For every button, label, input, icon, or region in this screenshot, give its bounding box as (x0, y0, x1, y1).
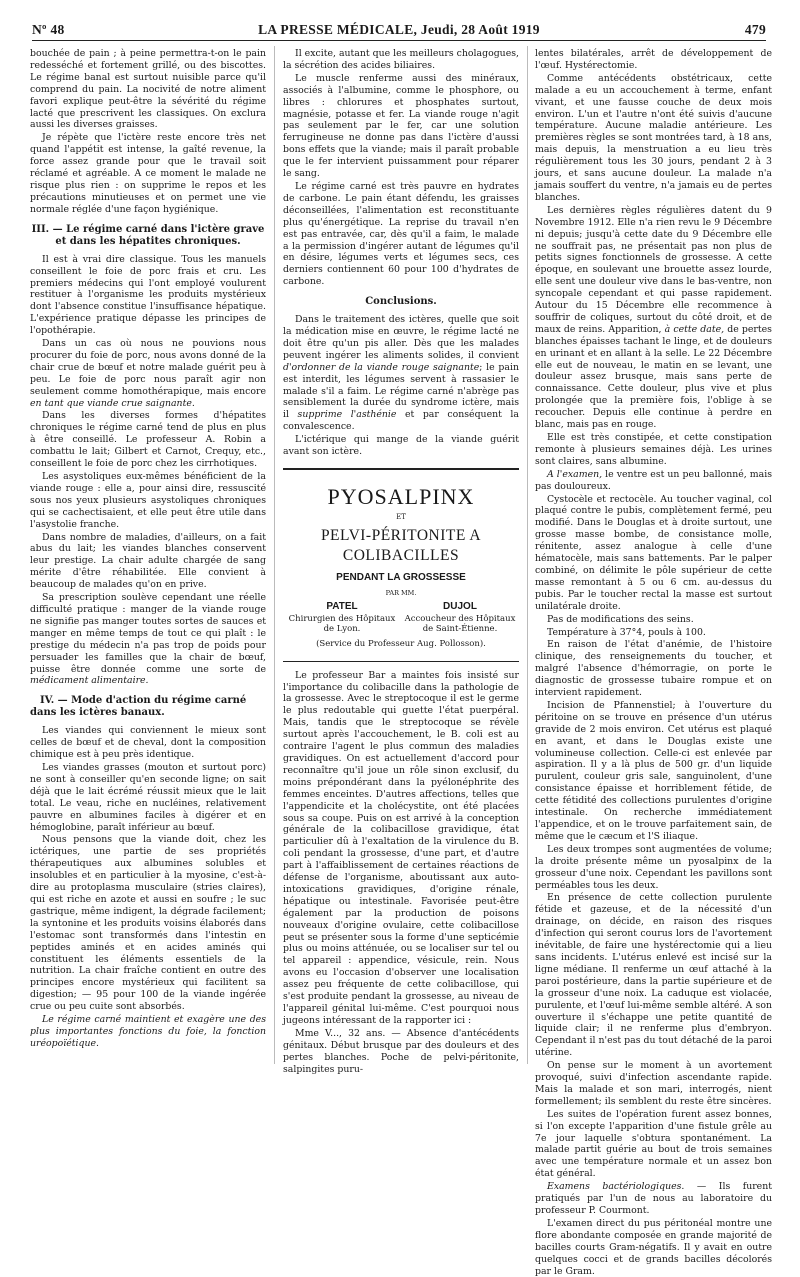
paragraph: Le muscle renferme aussi des minéraux, associés à l'albumine, comme le phosphore, ou libres : chlorures et phosphates surtout, magnésie, potasse et fer. La viande rouge n'agit pas seulement par le fer, car une solution ferrugineuse ne donne pas dans l'ictère d'aussi bons effets que la viande; mais il paraît probable que le fer intervient puissamment pour réparer le sang. (283, 72, 519, 180)
paragraph: Je répète que l'ictère reste encore très net quand l'appétit est intense, la gaîté revenue, la force assez grande pour que le travail soit réclamé et agréable. A ce moment le malade ne risque plus rien : on supprime le repos et les précautions minutieuses et on permet une vie normale réglée d'une façon hygiénique. (30, 132, 266, 215)
column-1 (30, 48, 266, 1050)
column-3 (535, 48, 772, 1277)
column-2 (283, 48, 519, 1075)
author-name: DUJOL (443, 600, 477, 612)
paragraph: L'ictérique qui mange de la viande guérit avant son ictère. (283, 434, 519, 458)
article-subtitle: PENDANT LA GROSSESSE (336, 571, 466, 583)
service-note: (Service du Professeur Aug. Pollosson). (316, 638, 486, 649)
paragraph: Elle est très constipée, et cette constipation remonte à plusieurs semaines déjà. Les urines sont claires, sans albumine. (535, 432, 772, 467)
paragraph: On pense sur le moment à un avortement provoqué, suivi d'infection ascendante rapide. Mais la malade et son mari, interrogés, nient formellement; ils semblent du reste être sincères. (535, 1060, 772, 1107)
paragraph: Pas de modifications des seins. (547, 613, 694, 625)
paragraph: Cystocèle et rectocèle. Au toucher vaginal, col plaqué contre le pubis, complètement fermé, peu modifié. Dans le Douglas et à droite surtout, une grosse masse bombe, de consistance molle, rénitente, assez analogue à celle d'une hématocèle, mais sans battements. Par le palper combiné, on délimite le pôle supérieur de cette masse remontant à 5 ou 6 cm. au-dessus du pubis. Par le toucher rectal la masse est surtout unilatérale droite. (535, 493, 772, 612)
paragraph: Il est à vrai dire classique. Tous les manuels conseillent le foie de porc frais et cru. Les premiers médecins qui l'ont employé voulurent restituer à l'organisme les produits mystérieux dont l'absence constitue l'insuffisance hépatique. L'expérience pratique dépasse les principes de l'opothérapie. (30, 253, 266, 337)
paragraph: Température à 37°4, pouls à 100. (547, 626, 706, 638)
paragraph: Dans le traitement des ictères, quelle que soit la médication mise en œuvre, le régime lacté ne doit être qu'un pis aller. Dès que les malades peuvent ingérer les aliments solides, il convient d'ordonner de la viande rouge saignante; le pain est interdit, les légumes servent à rassasier le malade s'il a faim. Le régime carné n'abrège pas sensiblement la durée du syndrome ictère, mais il supprime l'asthénie et par conséquent la convalescence. (283, 314, 519, 433)
paragraph: Examens bactériologiques. — Ils furent pratiqués par l'un de nous au laboratoire du professeur P. Courmont. (535, 1181, 772, 1216)
article-title-conjunction: ET (396, 513, 406, 521)
paragraph: Dans les diverses formes d'hépatites chroniques le régime carné tend de plus en plus à être conseillé. Le professeur A. Robin a combattu le lait; Gilbert et Carnot, Crequy, etc., conseillent le foie de porc chez les cirrhotiques. (30, 410, 266, 470)
author (403, 602, 516, 634)
author-affiliation: Chirurgien des Hôpitaux de Lyon. (288, 613, 396, 634)
paragraph: Les dernières règles régulières datent du 9 Novembre 1912. Elle n'a rien revu le 9 Décembre ni depuis; jusqu'à cette date du 9 Décembre elle ne souffrait pas, ne présentait pas non plus de petits signes fonctionnels de grossesse. A cette époque, en soulevant une brouette assez lourde, elle sent une douleur vive dans le bas-ventre, non syncopale cependant et qui passe rapidement. Autour du 15 Décembre elle recommence à souffrir de coliques, surtout du côté droit, et de maux de reins. Apparition, à cette date, de pertes blanches épaisses tachant le linge, et de douleurs en urinant et en allant à la selle. Le 22 Décembre elle eut de nouveau, le matin en se levant, une douleur assez brusque, mais sans perte de connaissance. Cette douleur, plus vive et plus prolongée que la première fois, l'oblige à se recoucher. Depuis elle continue à perdre en blanc, mais pas en rouge. (535, 204, 772, 431)
paragraph: En raison de l'état d'anémie, de l'histoire clinique, des renseignements du toucher, et malgré l'absence d'hémorragie, on porte le diagnostic de grossesse tubaire rompue et on intervient rapidement. (535, 639, 772, 699)
paragraph: Le régime carné est très pauvre en hydrates de carbone. Le pain étant défendu, les graisses déconseillées, l'alimentation est reconstituante plus qu'énergétique. La reprise du travail n'en est pas entravée, car, dès qu'il a faim, le malade a la permission d'ingérer autant de légumes qu'il en désire, légumes verts et légumes secs, ces derniers contiennent 60 pour 100 d'hydrates de carbone. (283, 180, 519, 288)
paragraph: Il excite, autant que les meilleurs cholagogues, la sécrétion des acides biliaires. (283, 48, 519, 71)
paragraph: lentes bilatérales, arrêt de développement de l'œuf. Hystérectomie. (535, 48, 772, 71)
article-title-line2: PELVI-PÉRITONITE A COLIBACILLES (320, 526, 482, 564)
column-divider (527, 46, 528, 1064)
paragraph: Les suites de l'opération furent assez bonnes, si l'on excepte l'apparition d'une fistule grêle au 7e jour laquelle s'obtura spontanément. La malade partit guérie au bout de trois semaines avec une température normale et un assez bon état général. (535, 1108, 772, 1180)
running-header (32, 22, 766, 38)
paragraph: Les viandes grasses (mouton et surtout porc) ne sont à conseiller qu'en seconde ligne; on sait déjà que le lait écrémé réussit mieux que le lait total. Le veau, riche en nucléines, relativement pauvre en albumines faciles à digérer et en hémoglobine, paraît inférieur au bœuf. (30, 762, 266, 833)
header-rule (32, 40, 766, 41)
paragraph: Dans un cas où nous ne pouvions nous procurer du foie de porc, nous avons donné de la chair crue de bœuf et notre malade guérit peu à peu. Le foie de porc nous paraît agir non seulement comme homothérapique, mais encore en tant que viande crue saignante. (30, 338, 266, 409)
paragraph: Dans nombre de maladies, d'ailleurs, on a fait abus du lait; les viandes blanches conservent leur prestige. La chair adulte chargée de sang mérite d'être réhabilitée. Elle convient à beaucoup de malades qu'on en prive. (30, 531, 266, 591)
paragraph: Mme V..., 32 ans. — Absence d'antécédents génitaux. Début brusque par des douleurs et des pertes blanches. Poche de pelvi-péritonite, salpingites puru- (283, 1027, 519, 1075)
section-heading: III. — Le régime carné dans l'ictère grave et dans les hépatites chroniques. (31, 223, 265, 247)
paragraph: Les asystoliques eux-mêmes bénéficient de la viande rouge : elle a, pour ainsi dire, ressuscité sous nos yeux plusieurs asystoliques chroniques qui se cachectisaient, et elle peut être utile dans l'asystolie franche. (30, 471, 266, 530)
byline-prefix: PAR MM. (385, 588, 417, 597)
paragraph: En présence de cette collection purulente fétide et gazeuse, et de la nécessité d'un drainage, on décide, en raison des risques d'infection qui seront courus lors de l'avortement inévitable, de faire une hystérectomie qui a lieu sans incidents. L'utérus enlevé est incisé sur la ligne médiane. Il renferme un œuf attaché à la paroi postérieure, dans la partie supérieure et de la grosseur d'une noix. La caduque est violacée, purulente, et l'œuf lui-même semble altéré. A son ouverture il s'échappe une petite quantité de liquide clair; il ne renferme plus d'embryon. Cependant il n'est pas du tout détaché de la paroi utérine. (535, 892, 772, 1059)
paragraph: bouchée de pain ; à peine permettra-t-on le pain redesséché et fortement grillé, ou des biscottes. Le régime banal est surtout nuisible parce qu'il comprend du pain. La nocivité de notre aliment favori explique peut-être la sévérité du régime lacté que prescrivent les classiques. On exclura aussi les diverses graisses. (30, 48, 266, 131)
conclusions-heading: Conclusions. (365, 296, 437, 308)
journal-title-date: LA PRESSE MÉDICALE, Jeudi, 28 Août 1919 (258, 22, 540, 37)
author-name: PATEL (326, 600, 358, 612)
paragraph: Le professeur Bar a maintes fois insisté sur l'importance du colibacille dans la pathologie de la grossesse. Avec le streptocoque il est le germe le plus redoutable qui guette l'état puerpéral. Mais, tandis que le streptocoque se révèle surtout après l'accouchement, le B. coli est au contraire l'agent le plus commun des maladies gravidiques. On est actuellement d'accord pour reconnaître qu'il joue un rôle sinon exclusif, du moins prépondérant dans la pyélonéphrite des femmes enceintes. D'autres affections, telles que l'appendicite et la cholécystite, ont été placées sous sa coupe. Puis on est arrivé à la conception générale de la colibacillose gravidique, état particulier dû à l'exaltation de la virulence du B. coli pendant la grossesse, d'une part, et d'autre part à l'affaiblissement de certaines réactions de défense de l'organisme, aboutissant aux auto-intoxications gravidiques, d'origine rénale, hépatique ou intestinale. Favorisée peut-être également par la production de poisons nouveaux d'origine ovulaire, cette colibacillose peut se présenter sous la forme d'une septicémie plus ou moins atténuée, ou se localiser sur tel ou tel appareil : appendice, vésicule, rein. Nous avons eu l'occasion d'observer une localisation assez peu fréquente de cette colibacillose, qui s'est produite pendant la grossesse, au niveau de l'appareil génital lui-même. C'est pourquoi nous jugeons intéressant de la rapporter ici : (283, 669, 519, 1026)
paragraph: Nous pensons que la viande doit, chez les ictériques, une partie de ses propriétés thérapeutiques aux albumines solubles et insolubles et en particulier à la myosine, c'est-à-dire au protoplasma musculaire (stries claires), qui est riche en azote et aussi en soufre ; le suc gastrique, même indigent, la dégrade facilement; la syntonine et les produits voisins élaborés dans l'estomac sont transformés dans l'intestin en peptides aminés et en acides aminés qui constituent les éléments essentiels de la nutrition. La chair fraîche contient en outre des principes encore mystérieux qui facilitent sa digestion; — 95 pour 100 de la viande ingérée crue ou peu cuite sont absorbés. (30, 834, 266, 1013)
page-number: 479 (744, 22, 766, 37)
article-title: PYOSALPINX (327, 484, 475, 509)
column-divider (274, 46, 275, 1064)
authors (283, 602, 519, 634)
paragraph: Comme antécédents obstétricaux, cette malade a eu un accouchement à terme, enfant vivant, et une fausse couche de deux mois environ. L'un et l'autre n'ont été suivis d'aucune température. Aucune maladie antérieure. Les premières règles se sont montrées tard, à 18 ans, mais depuis, la menstruation a eu lieu très régulièrement tous les 30 jours, pendant 2 à 3 jours, et sans aucune douleur. La malade n'a jamais souffert du ventre, n'a jamais eu de pertes blanches. (535, 72, 772, 203)
author (285, 602, 398, 634)
section-heading: IV. — Mode d'action du régime carné dans les ictères banaux. (30, 695, 247, 719)
paragraph: Sa prescription soulève cependant une réelle difficulté pratique : manger de la viande rouge ne signifie pas manger toutes sortes de sauces et manger en même temps de tout ce qui plaît : le prestige du médecin n'a pas trop de poids pour persuader les familles que la chair de bœuf, puisse être donnée comme une sorte de médicament alimentaire. (30, 592, 266, 687)
paragraph: Le régime carné maintient et exagère une des plus importantes fonctions du foie, la fonction uréopoïétique. (30, 1014, 266, 1049)
author-affiliation: Accoucheur des Hôpitaux de Saint-Étienne. (404, 613, 516, 634)
article-title-block (283, 468, 519, 662)
paragraph: Les deux trompes sont augmentées de volume; la droite présente même un pyosalpinx de la grosseur d'une noix. Cependant les pavillons sont perméables tous les deux. (535, 843, 772, 891)
issue-number: Nº 48 (32, 22, 65, 37)
paragraph: Incision de Pfannenstiel; à l'ouverture du péritoine on se trouve en présence d'un utérus gravide de 2 mois environ. Cet utérus est plaqué en avant, et dans le Douglas existe une volumineuse collection. Celle-ci est enlevée par aspiration. Il y a là plus de 500 gr. d'un liquide purulent, couleur gris sale, sanguinolent, d'une consistance épaisse et horriblement fétide, de cette fétidité des collections purulentes d'origine intestinale. On recherche immédiatement l'appendice, et on le trouve parfaitement sain, de même que le cæcum et l'S iliaque. (535, 699, 772, 842)
paragraph: Les viandes qui conviennent le mieux sont celles de bœuf et de cheval, dont la composition chimique est à peu près identique. (30, 725, 266, 761)
paragraph: A l'examen, le ventre est un peu ballonné, mais pas douloureux. (535, 468, 772, 492)
paragraph: L'examen direct du pus péritonéal montre une flore abondante composée en grande majorité de bacilles courts Gram-négatifs. Il y avait en outre quelques cocci et de grands bacilles décolorés par le Gram. (535, 1217, 772, 1277)
